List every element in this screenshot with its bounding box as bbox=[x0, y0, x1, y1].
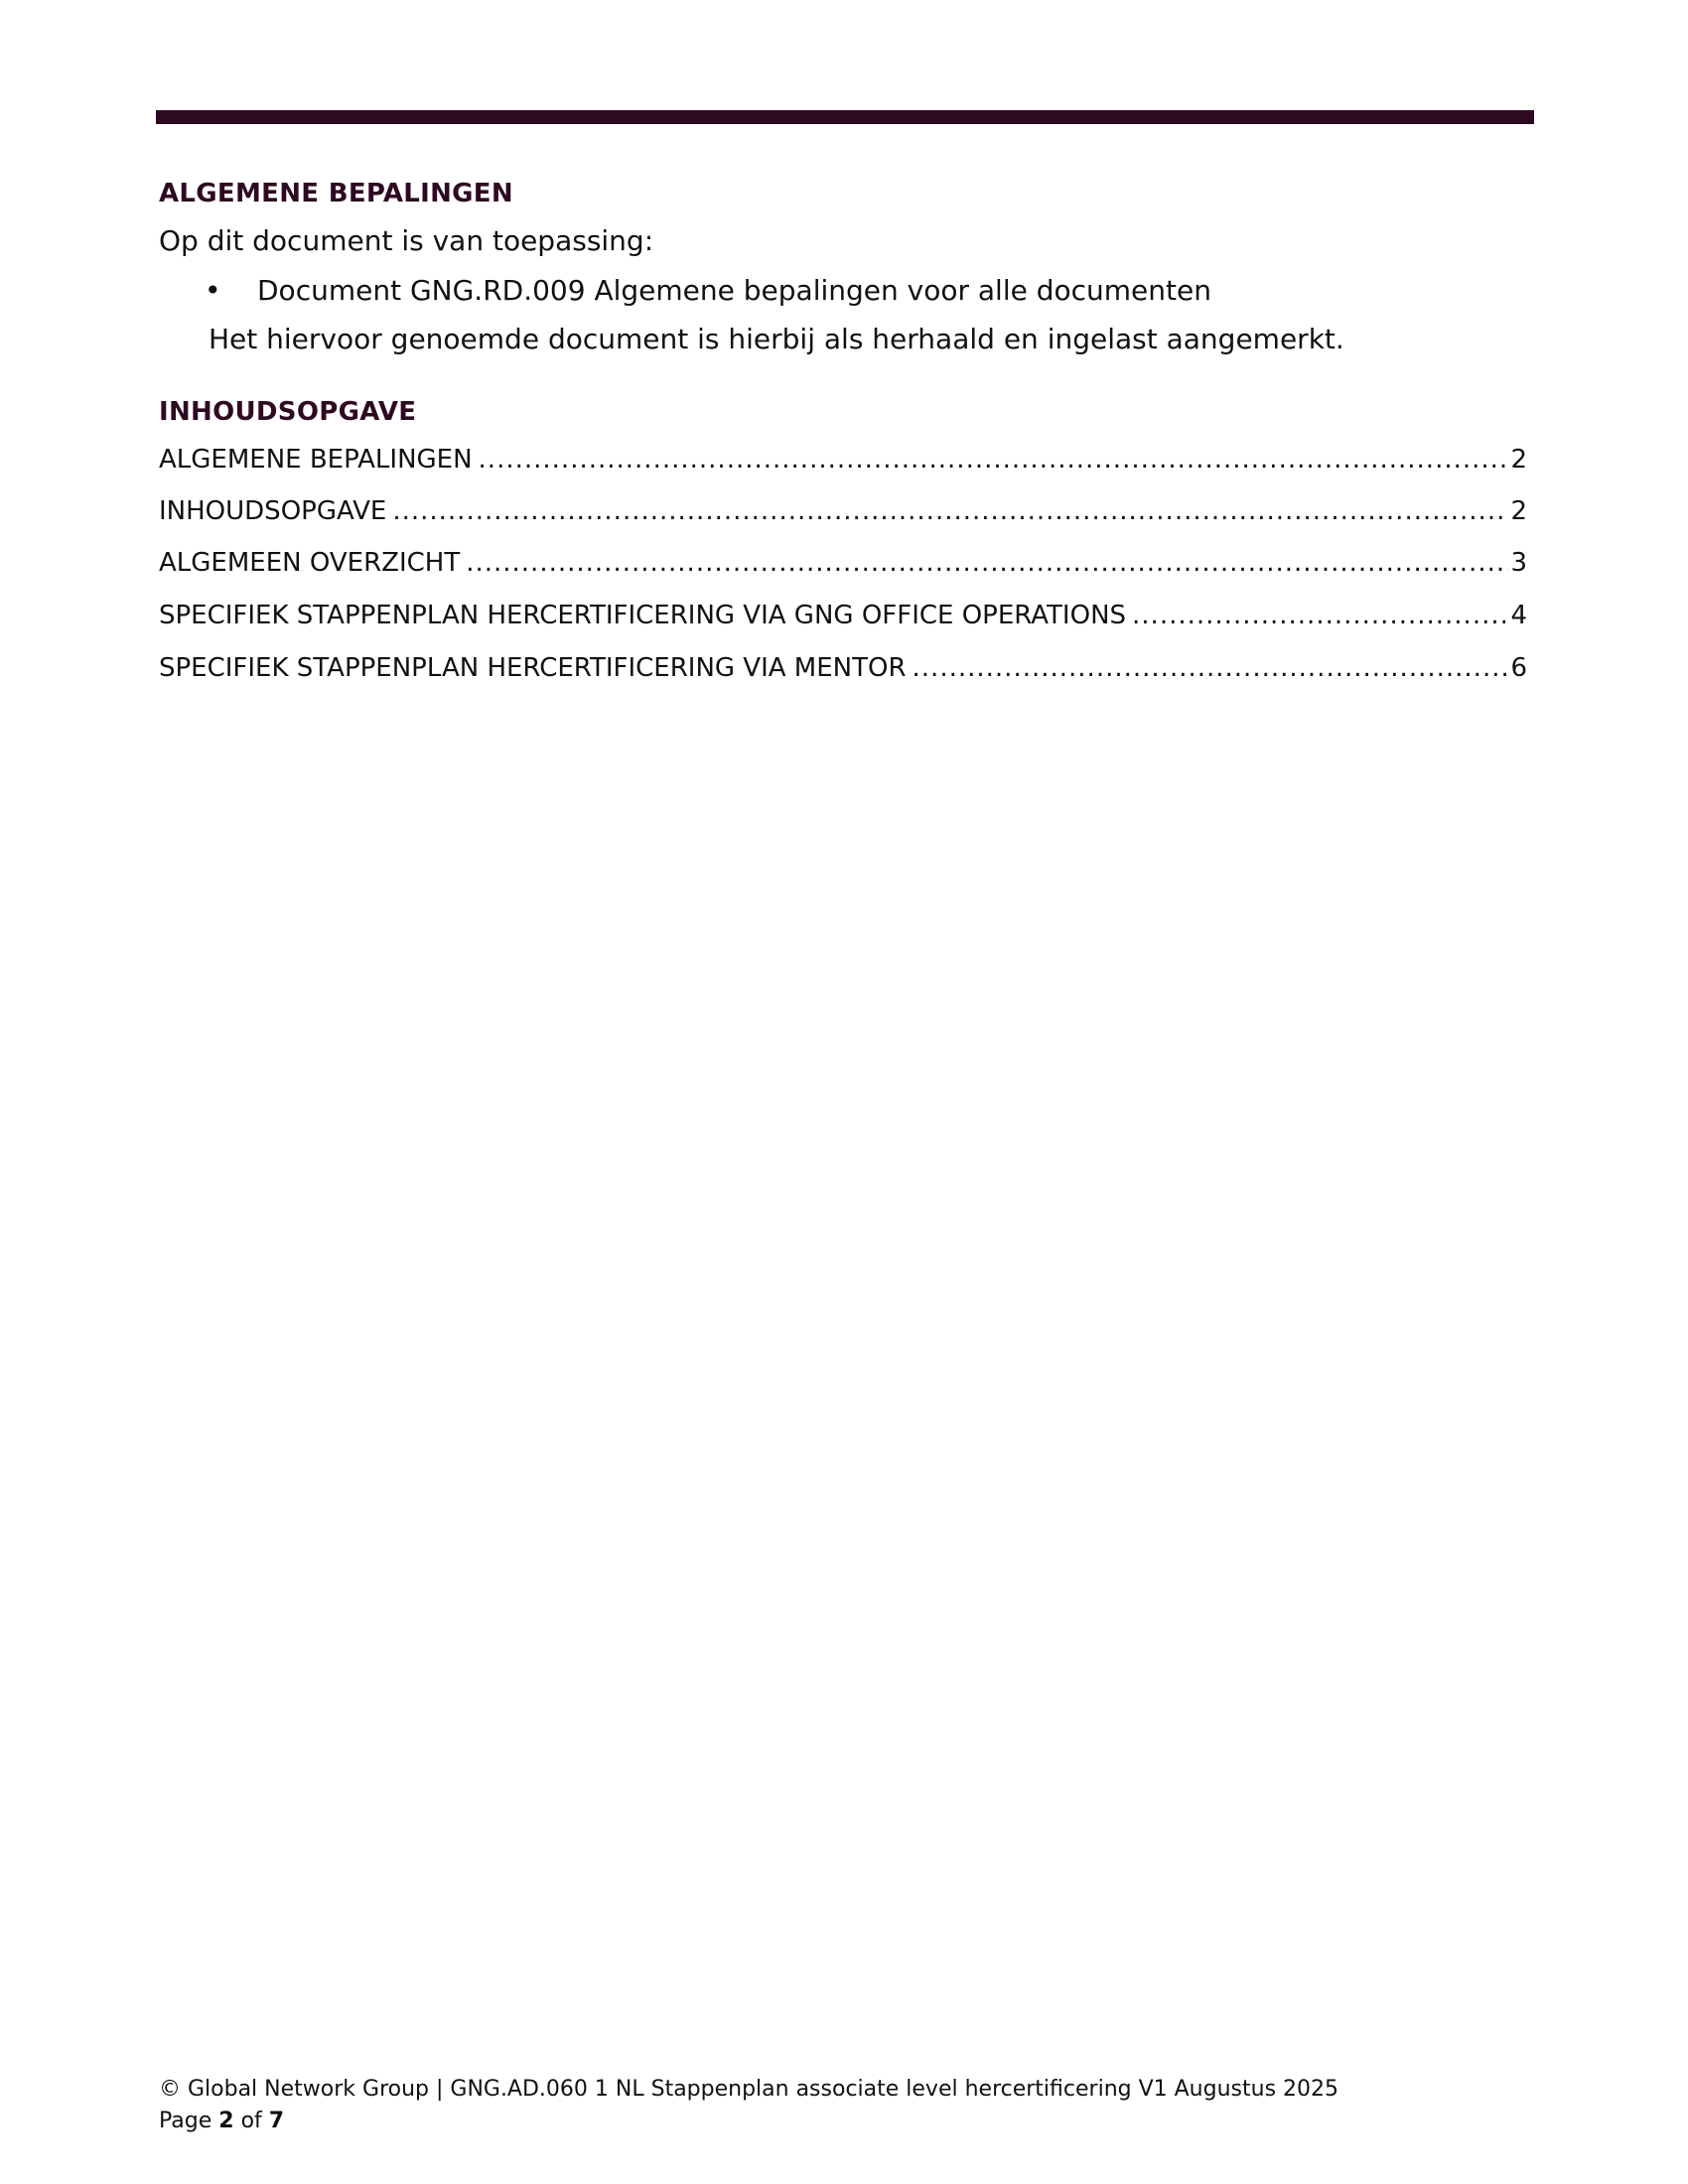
toc-entry-page: 3 bbox=[1510, 548, 1527, 578]
toc-entry[interactable] bbox=[159, 653, 1527, 683]
toc-entry-label: SPECIFIEK STAPPENPLAN HERCERTIFICERING VIA GNG OFFICE OPERATIONS bbox=[159, 601, 1127, 630]
toc-leader-dots bbox=[466, 548, 1508, 578]
note-text: Het hiervoor genoemde document is hierbij als herhaald en ingelast aangemerkt. bbox=[209, 323, 1344, 355]
toc-entry[interactable] bbox=[159, 548, 1527, 578]
toc-entry[interactable] bbox=[159, 496, 1527, 526]
toc-entry-label: INHOUDSOPGAVE bbox=[159, 496, 387, 526]
toc-leader-dots bbox=[479, 445, 1509, 475]
toc-entry-page: 6 bbox=[1510, 653, 1527, 683]
toc-leader-dots bbox=[392, 496, 1508, 526]
footer-page-total: 7 bbox=[268, 2109, 285, 2133]
intro-text: Op dit document is van toepassing: bbox=[159, 224, 654, 257]
footer-page-prefix: Page bbox=[159, 2109, 212, 2133]
toc-entry[interactable] bbox=[159, 601, 1527, 630]
section-heading-toc: INHOUDSOPGAVE bbox=[159, 397, 417, 427]
toc-entry-page: 2 bbox=[1510, 496, 1527, 526]
toc-leader-dots bbox=[1132, 601, 1508, 630]
toc-entry-label: ALGEMEEN OVERZICHT bbox=[159, 548, 461, 578]
footer-page-current: 2 bbox=[218, 2109, 234, 2133]
toc-entry-label: ALGEMENE BEPALINGEN bbox=[159, 445, 473, 475]
toc-entry-page: 4 bbox=[1510, 601, 1527, 630]
toc-entry-label: SPECIFIEK STAPPENPLAN HERCERTIFICERING VIA MENTOR bbox=[159, 653, 907, 683]
header-rule bbox=[156, 110, 1534, 124]
bullet-item-text: Document GNG.RD.009 Algemene bepalingen voor alle documenten bbox=[257, 274, 1211, 307]
footer-page-of: of bbox=[240, 2109, 262, 2133]
bullet-icon: • bbox=[205, 274, 221, 307]
section-heading-general: ALGEMENE BEPALINGEN bbox=[159, 179, 513, 208]
footer-copyright: © Global Network Group | GNG.AD.060 1 NL Stappenplan associate level hercertificering V1 Augustus 2025 bbox=[159, 2077, 1339, 2102]
toc-leader-dots bbox=[913, 653, 1509, 683]
footer-page-number bbox=[159, 2109, 284, 2133]
toc-entry-page: 2 bbox=[1510, 445, 1527, 475]
toc-entry[interactable] bbox=[159, 445, 1527, 475]
